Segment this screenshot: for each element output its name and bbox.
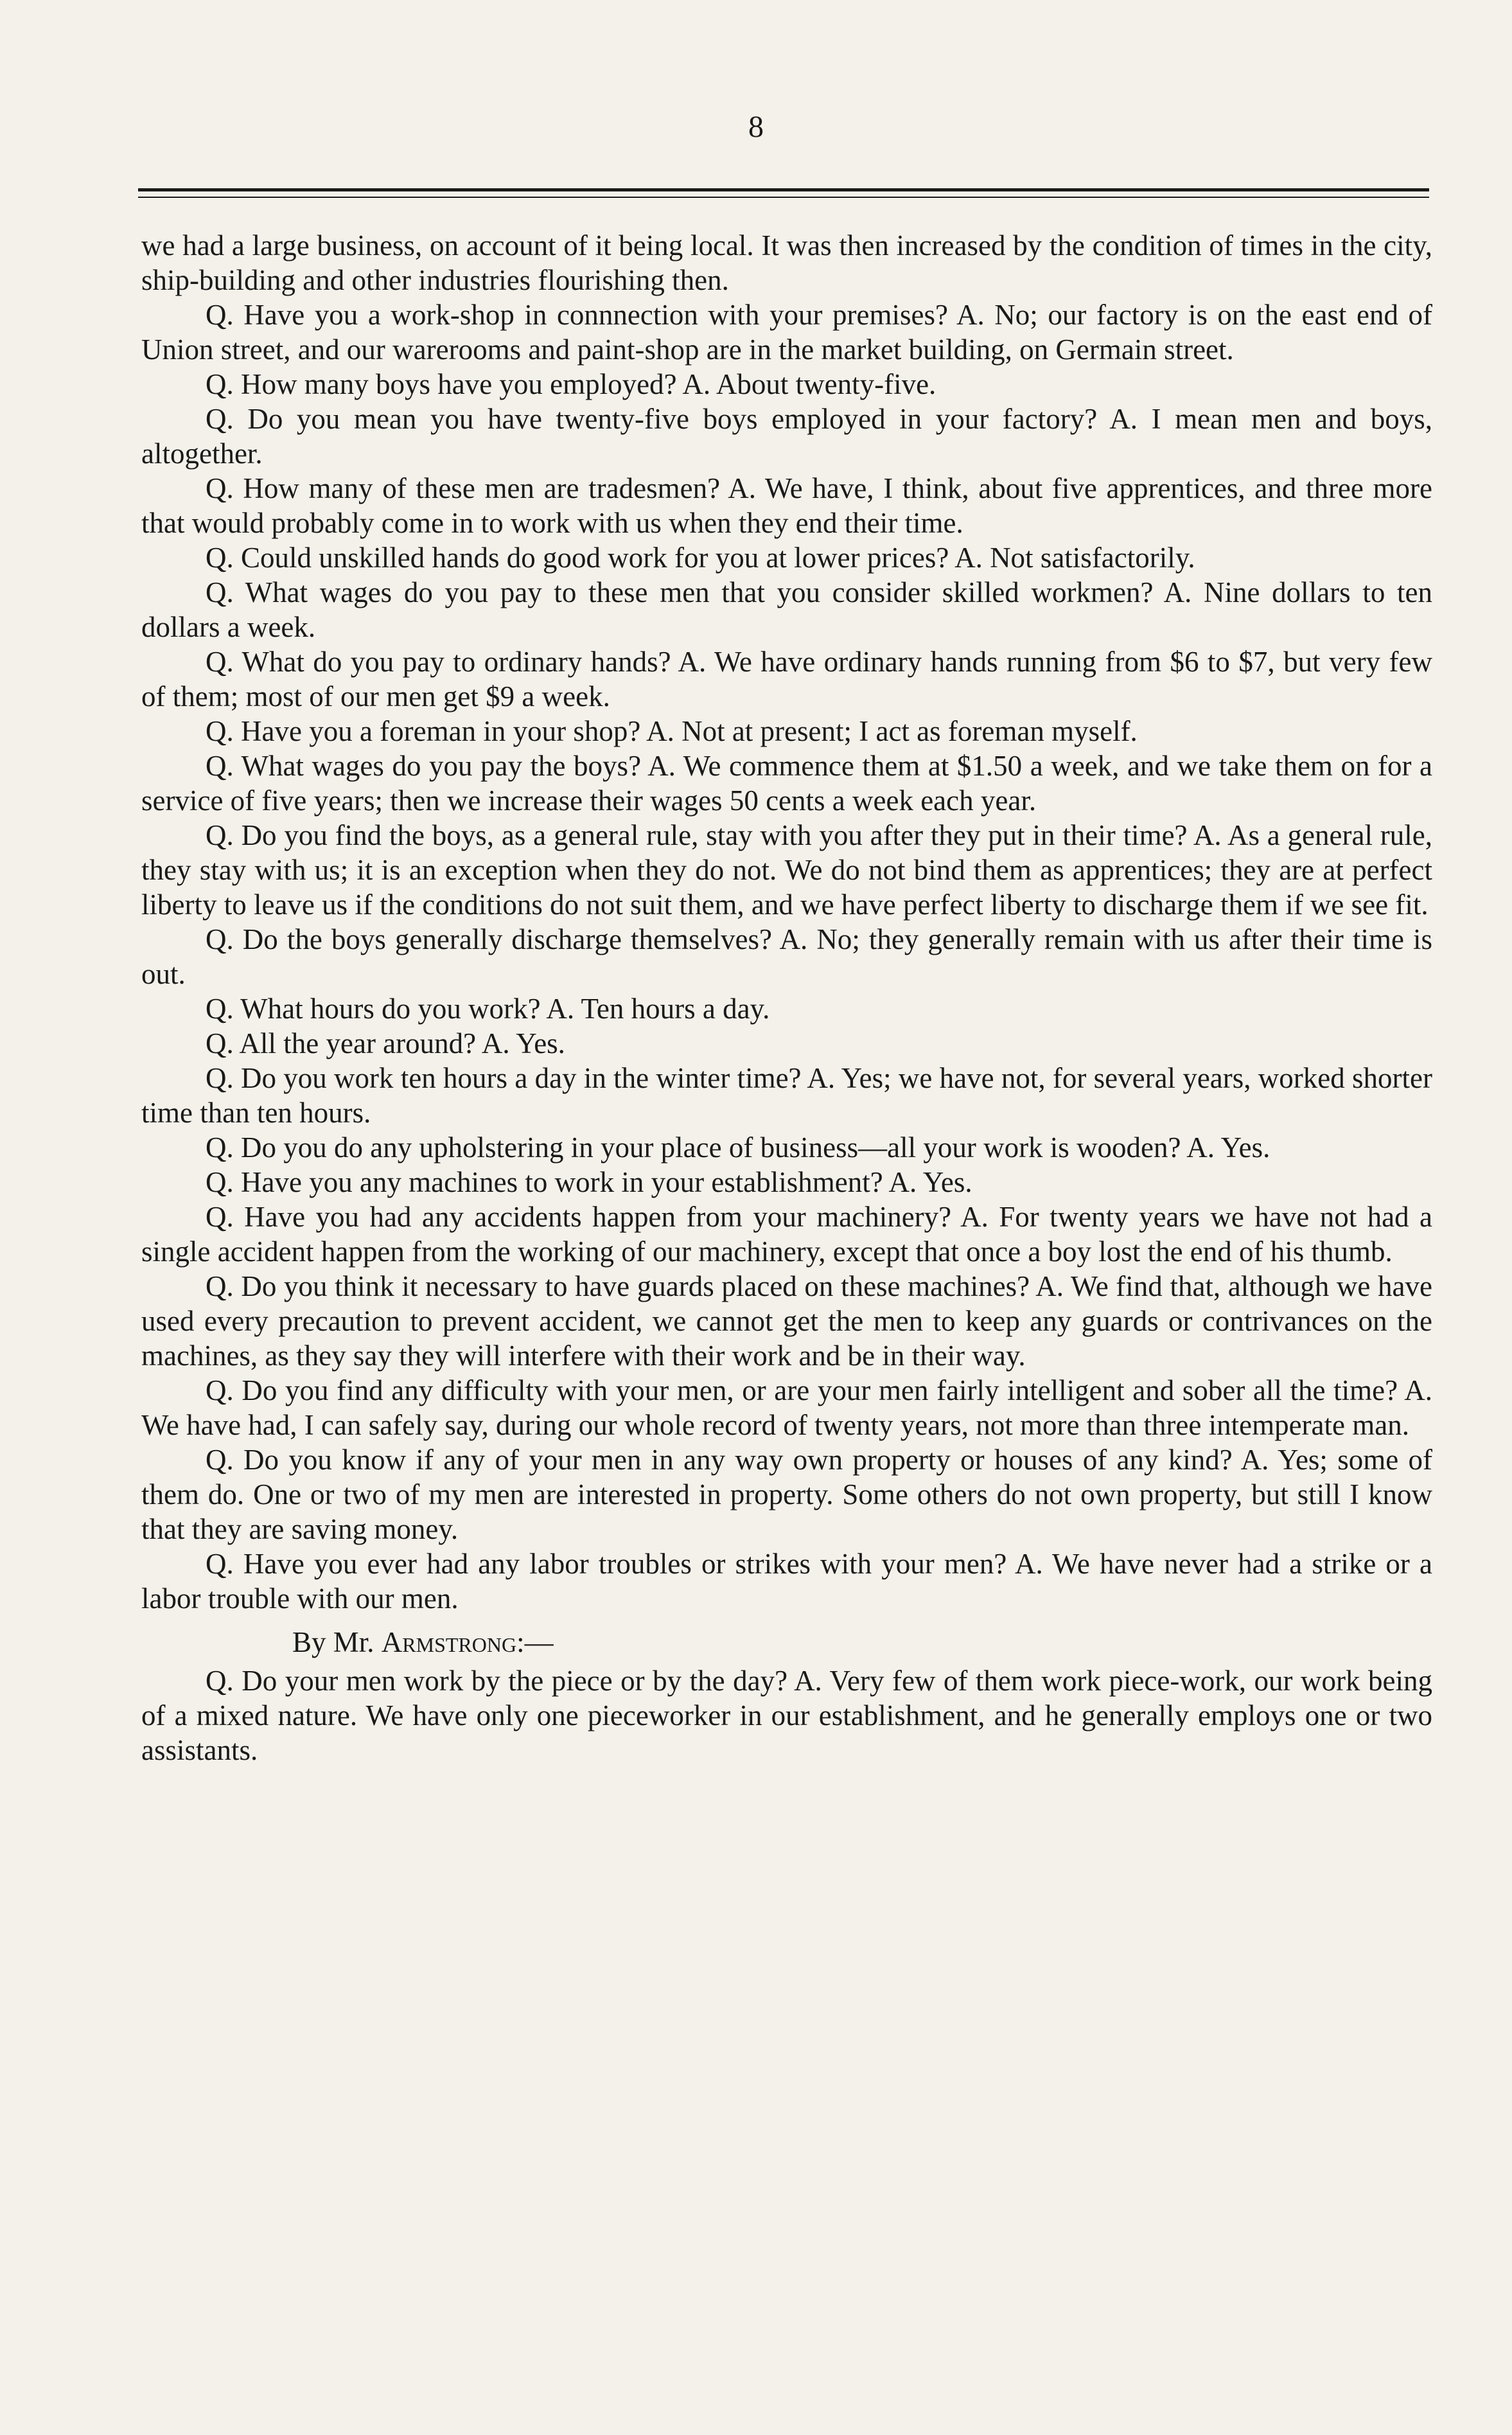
qa-paragraph: Q. What hours do you work? A. Ten hours a day. <box>206 993 770 1025</box>
speaker-prefix: By Mr. <box>292 1626 382 1658</box>
qa-paragraph: Q. Do the boys generally discharge themselves? A. No; they generally remain with us after their time is out. <box>141 923 1432 990</box>
speaker-name: Armstrong <box>381 1626 517 1658</box>
qa-paragraph: Q. Have you had any accidents happen from your machinery? A. For twenty years we have not had a single accident happen from the working of our machinery, except that once a boy lost the end of his thumb. <box>141 1201 1432 1268</box>
qa-paragraph: Q. Have you ever had any labor troubles or strikes with your men? A. We have never had a strike or a labor trouble with our men. <box>141 1548 1432 1615</box>
qa-paragraph: Q. What do you pay to ordinary hands? A. We have ordinary hands running from $6 to $7, but very few of them; most of our men get $9 a week. <box>141 646 1432 713</box>
qa-paragraph: Q. Have you a work-shop in connnection with your premises? A. No; our factory is on the east end of Union street, and our warerooms and paint-shop are in the market building, on Germain street. <box>141 299 1432 366</box>
speaker-suffix: :— <box>516 1626 554 1658</box>
qa-paragraph: Q. Do you know if any of your men in any way own property or houses of any kind? A. Yes; some of them do. One or two of my men are interested in property. Some others do not own property, but still I know that they are saving money. <box>141 1444 1432 1545</box>
qa-paragraph: Q. Do you work ten hours a day in the winter time? A. Yes; we have not, for several years, worked shorter time than ten hours. <box>141 1062 1432 1129</box>
qa-paragraph: Q. All the year around? A. Yes. <box>206 1027 565 1059</box>
qa-paragraph-final: Q. Do your men work by the piece or by the day? A. Very few of them work piece-work, our work being of a mixed nature. We have only one pieceworker in our establishment, and he generally employs one or two assistants. <box>141 1665 1432 1766</box>
qa-paragraph: Q. What wages do you pay to these men that you consider skilled workmen? A. Nine dollars to ten dollars a week. <box>141 576 1432 643</box>
qa-paragraph: Q. How many boys have you employed? A. About twenty-five. <box>206 368 936 400</box>
qa-paragraph: Q. What wages do you pay the boys? A. We commence them at $1.50 a week, and we take them on for a service of five years; then we increase their wages 50 cents a week each year. <box>141 750 1432 817</box>
qa-paragraph: Q. Have you any machines to work in your establishment? A. Yes. <box>206 1166 972 1198</box>
paragraph-continued: we had a large business, on account of it being local. It was then increased by the condition of times in the city, ship-building and other industries flourishing then. <box>141 229 1432 296</box>
qa-paragraph: Q. How many of these men are tradesmen? A. We have, I think, about five apprentices, and three more that would probably come in to work with us when they end their time. <box>141 472 1432 539</box>
page-number: 8 <box>748 110 764 144</box>
header-rule-thick <box>138 188 1429 191</box>
body-text <box>141 228 1432 1767</box>
qa-paragraph: Q. Do you mean you have twenty-five boys employed in your factory? A. I mean men and boys, altogether. <box>141 403 1432 470</box>
header-rule-thin <box>138 197 1429 198</box>
qa-paragraph: Q. Do you find any difficulty with your men, or are your men fairly intelligent and sober all the time? A. We have had, I can safely say, during our whole record of twenty years, not more than three intemperate man. <box>141 1374 1432 1441</box>
speaker-heading <box>141 1625 1432 1660</box>
qa-paragraph: Q. Do you think it necessary to have guards placed on these machines? A. We find that, although we have used every precaution to prevent accident, we cannot get the men to keep any guards or contrivances on the machines, as they say they will interfere with their work and be in their way. <box>141 1270 1432 1372</box>
qa-paragraph: Q. Do you find the boys, as a general rule, stay with you after they put in their time? A. As a general rule, they stay with us; it is an exception when they do not. We do not bind them as apprentices; they are at perfect liberty to leave us if the conditions do not suit them, and we have perfect liberty to discharge them if we see fit. <box>141 819 1432 921</box>
qa-paragraph: Q. Have you a foreman in your shop? A. Not at present; I act as foreman myself. <box>206 715 1138 747</box>
qa-paragraph: Q. Do you do any upholstering in your place of business—all your work is wooden? A. Yes. <box>206 1131 1270 1164</box>
qa-paragraph: Q. Could unskilled hands do good work for you at lower prices? A. Not satisfactorily. <box>206 542 1195 574</box>
